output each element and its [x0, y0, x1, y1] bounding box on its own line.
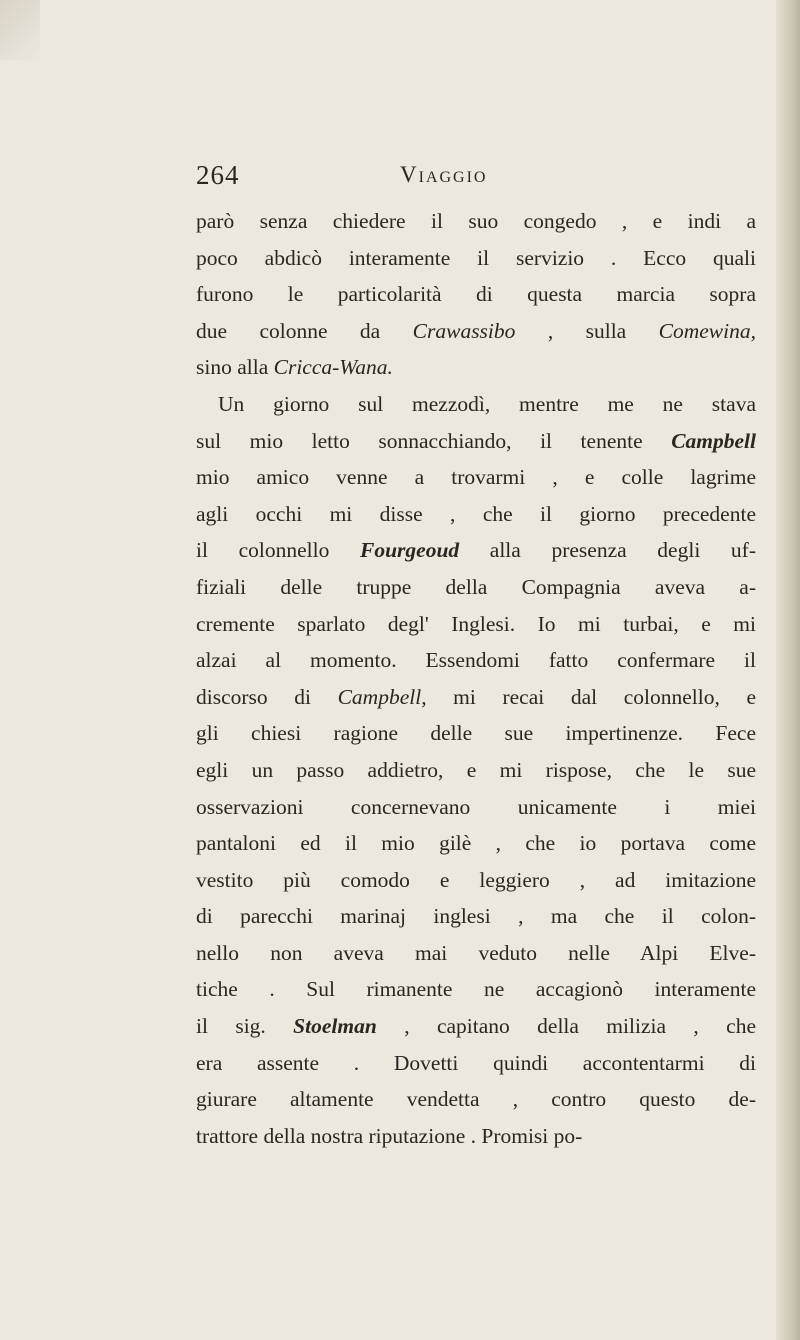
- text-span: fiziali delle truppe della Compagnia aveva a-: [196, 574, 756, 599]
- text-line: [196, 1081, 756, 1118]
- text-line: [196, 825, 756, 862]
- text-line: [196, 569, 756, 606]
- text-span: alla presenza degli uf-: [459, 538, 756, 563]
- text-span: parò senza chiedere il suo congedo , e indi a: [196, 209, 756, 233]
- italic-name: Comewina,: [658, 318, 756, 343]
- text-line: [196, 606, 756, 643]
- text-line: [196, 789, 756, 826]
- italic-name: Fourgeoud: [359, 538, 460, 563]
- text-line: [196, 532, 756, 569]
- italic-name: Campbell: [671, 428, 756, 453]
- text-span: alzai al momento. Essendomi fatto confermare il: [196, 648, 756, 673]
- text-line: [196, 423, 756, 460]
- page-number: 264: [196, 160, 240, 190]
- italic-name: Cricca-Wana.: [273, 355, 393, 380]
- text-line: [196, 313, 756, 350]
- text-span: egli un passo addietro, e mi rispose, che le sue: [196, 757, 756, 782]
- page-edge: [776, 0, 800, 1340]
- text-span: discorso di: [196, 684, 338, 709]
- text-line: [196, 1008, 756, 1045]
- text-line: [196, 971, 756, 1008]
- text-span: , sulla: [515, 318, 659, 343]
- text-line: [196, 898, 756, 935]
- text-line: [196, 496, 756, 533]
- text-span: due colonne da: [196, 318, 413, 343]
- text-line: [196, 459, 756, 496]
- running-header: [196, 160, 756, 196]
- text-span: gli chiesi ragione delle sue impertinenze. Fece: [196, 721, 756, 746]
- text-span: mio amico venne a trovarmi , e colle lagrime: [196, 465, 756, 490]
- running-head: Viaggio: [400, 162, 488, 187]
- text-span: cremente sparlato degl' Inglesi. Io mi turbai, e mi: [196, 611, 756, 636]
- text-line: [196, 679, 756, 716]
- text-line: [196, 240, 756, 277]
- text-span: trattore della nostra riputazione . Promisi po-: [196, 1123, 583, 1148]
- text-line: [196, 203, 756, 240]
- text-span: poco abdicò interamente il servizio . Ecco quali: [196, 245, 756, 270]
- text-line: [196, 349, 756, 386]
- text-span: tiche . Sul rimanente ne accagionò interamente: [196, 977, 756, 1002]
- text-line: [196, 935, 756, 972]
- page-shadow: [0, 0, 40, 60]
- text-line: [196, 386, 756, 423]
- text-span: giurare altamente vendetta , contro questo de-: [196, 1087, 756, 1112]
- text-span: furono le particolarità di questa marcia sopra: [196, 282, 756, 307]
- text-span: pantaloni ed il mio gilè , che io portava come: [196, 831, 756, 856]
- text-span: osservazioni concernevano unicamente i miei: [196, 794, 756, 819]
- text-span: sul mio letto sonnacchiando, il tenente: [196, 428, 672, 453]
- text-line: [196, 752, 756, 789]
- text-span: era assente . Dovetti quindi accontentarmi di: [196, 1050, 756, 1075]
- text-line: [196, 642, 756, 679]
- text-span: agli occhi mi disse , che il giorno precedente: [196, 501, 756, 526]
- text-line: [196, 715, 756, 752]
- text-span: Un giorno sul mezzodì, mentre me ne stava: [218, 391, 756, 416]
- text-span: , capitano della milizia , che: [376, 1014, 756, 1039]
- italic-name: Stoelman: [293, 1014, 377, 1039]
- text-span: il sig.: [196, 1014, 294, 1039]
- text-span: di parecchi marinaj inglesi , ma che il colon-: [196, 904, 756, 929]
- text-span: vestito più comodo e leggiero , ad imitazione: [196, 867, 756, 892]
- text-span: il colonnello: [196, 538, 360, 563]
- text-span: mi recai dal colonnello, e: [426, 684, 756, 709]
- text-span: sino alla: [196, 355, 274, 380]
- italic-name: Crawassibo: [412, 318, 516, 343]
- text-line: [196, 276, 756, 313]
- text-line: [196, 1118, 756, 1155]
- body-text: [196, 203, 756, 1154]
- text-line: [196, 1045, 756, 1082]
- text-line: [196, 862, 756, 899]
- italic-name: Campbell,: [337, 684, 427, 709]
- text-span: nello non aveva mai veduto nelle Alpi Elve-: [196, 940, 756, 965]
